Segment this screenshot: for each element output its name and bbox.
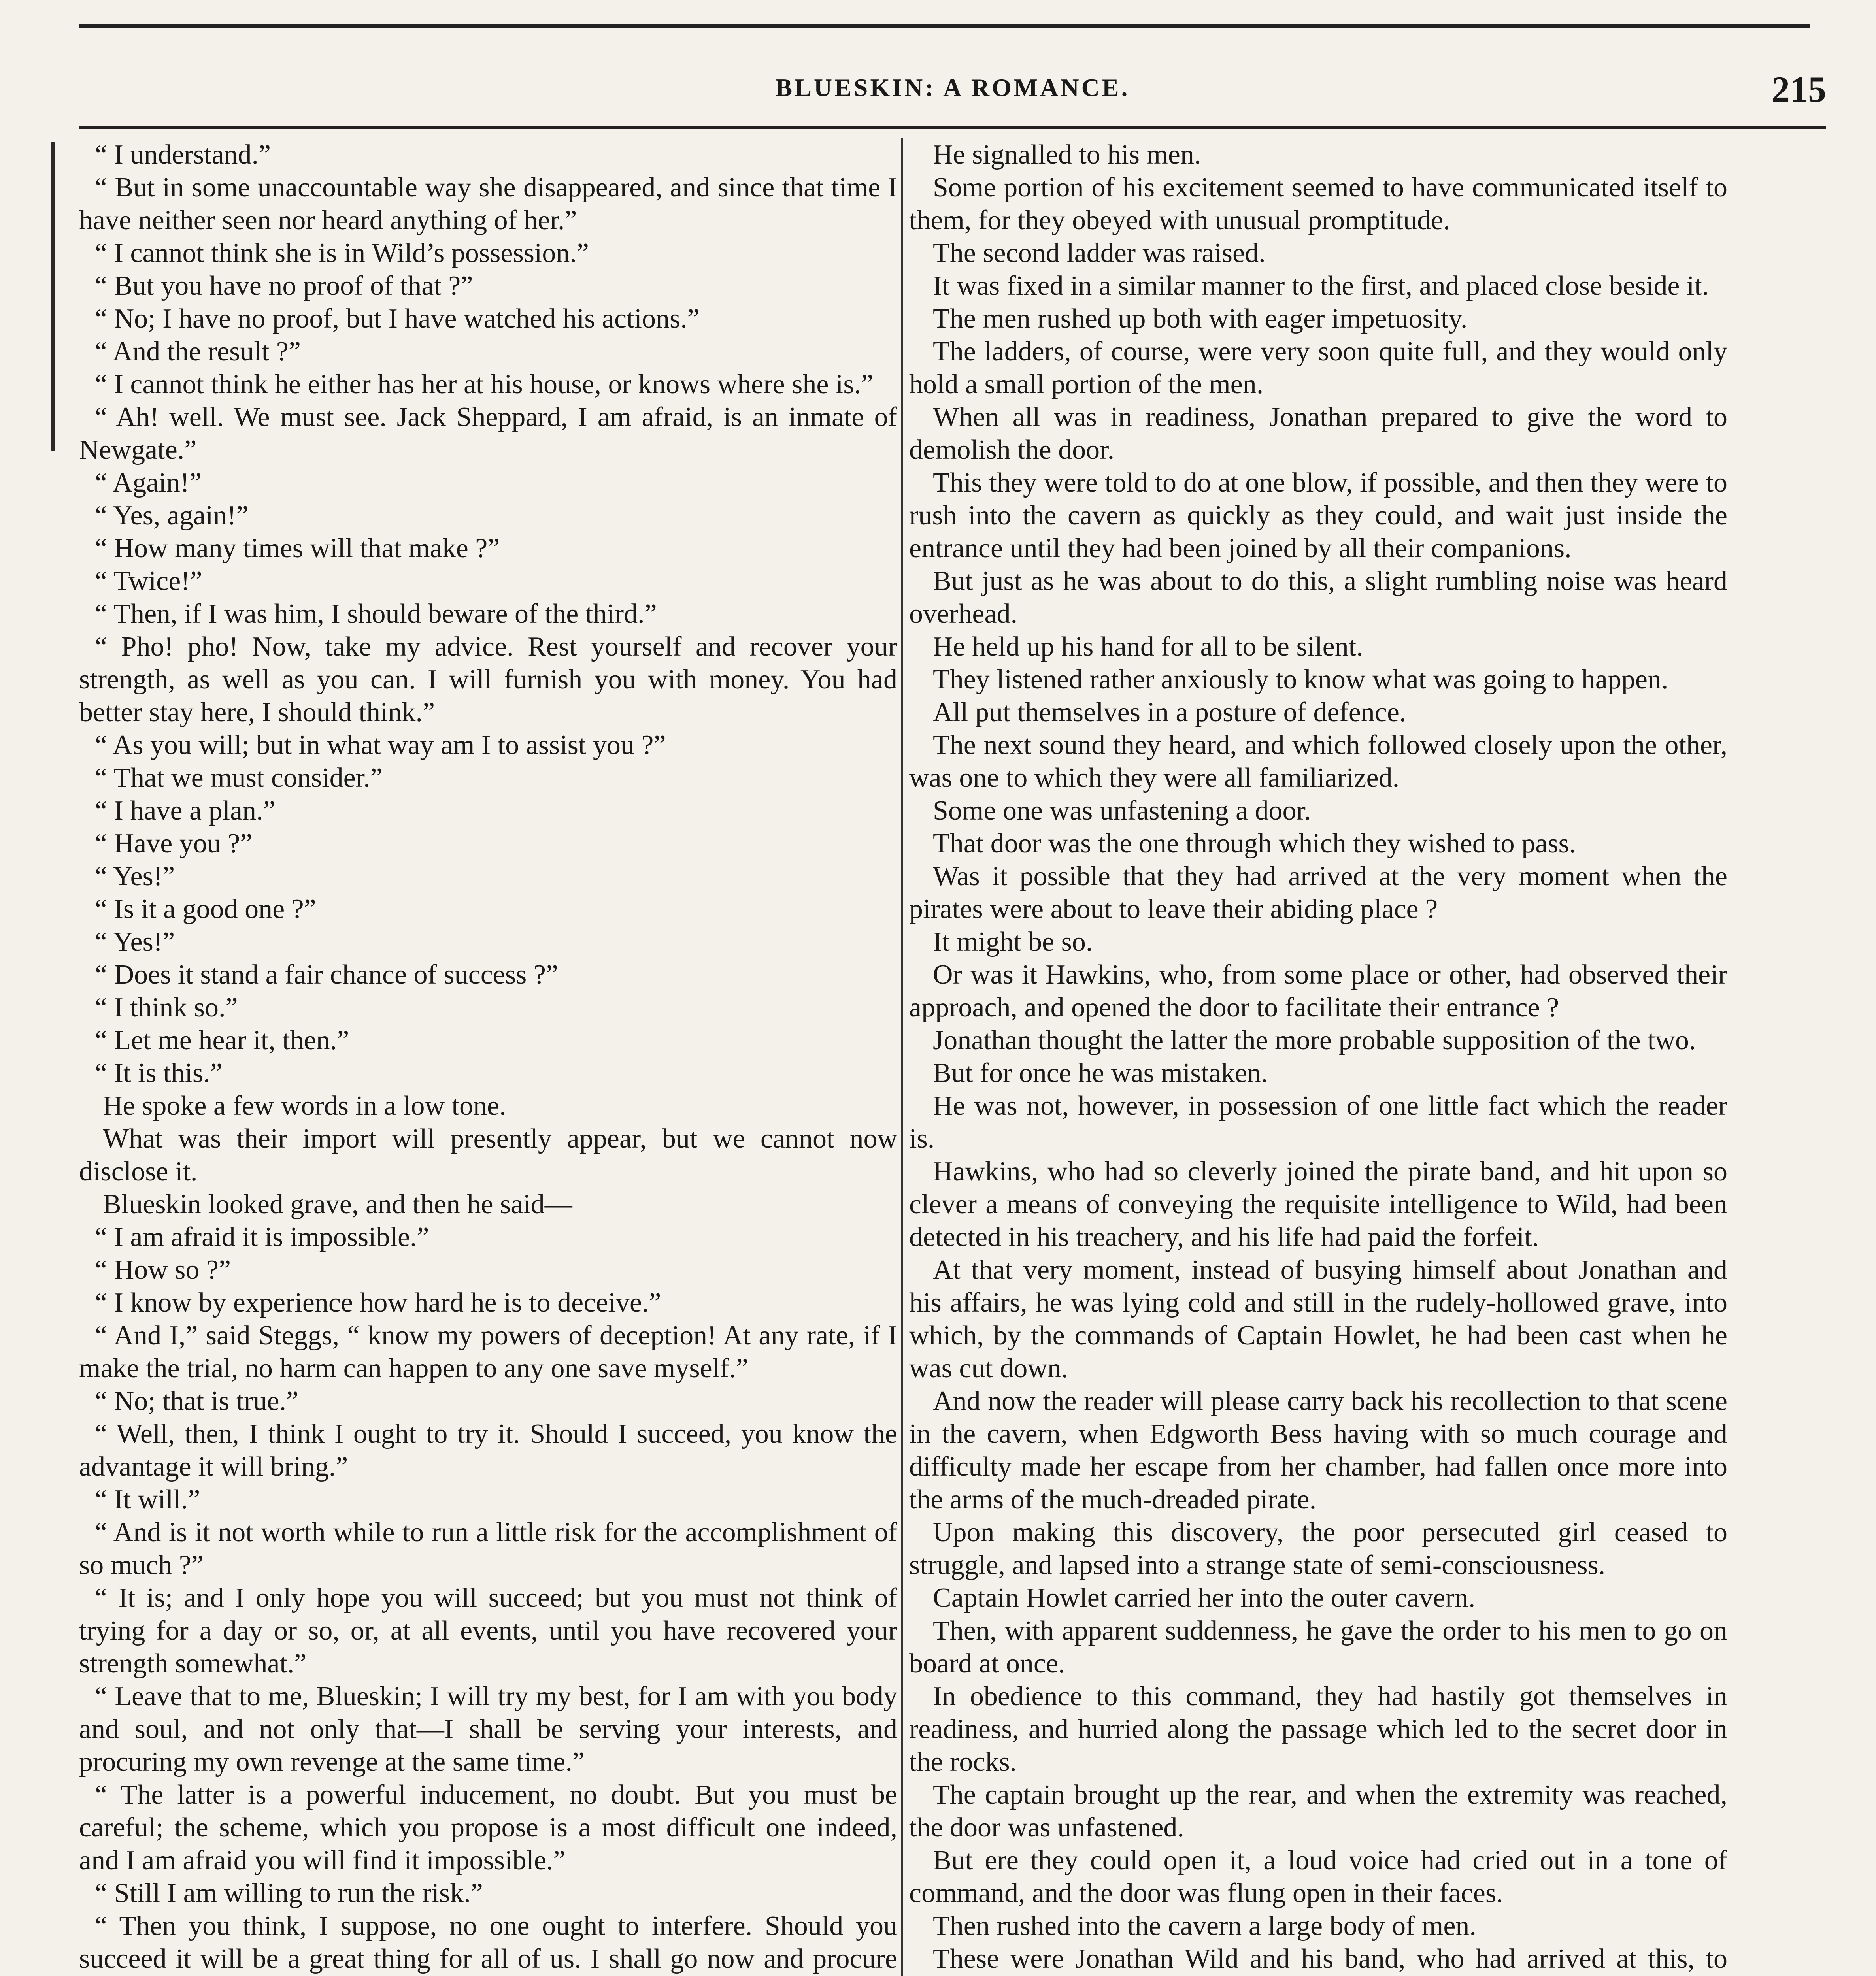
paragraph: What was their import will presently appear, but we cannot now disclose it. [79, 1124, 897, 1187]
paragraph: But ere they could open it, a loud voice had cried out in a tone of command, and the door was flung open in their faces. [909, 1845, 1727, 1908]
paragraph: “ But in some unaccountable way she disappeared, and since that time I have neither seen nor heard anything of her.” [79, 172, 897, 236]
paragraph: “ No; that is true.” [95, 1386, 299, 1416]
page-header [79, 69, 1826, 121]
paragraph: “ It will.” [95, 1484, 200, 1515]
paragraph: “ I understand.” [95, 140, 271, 170]
paragraph: “ And is it not worth while to run a little risk for the accomplishment of so much ?” [79, 1517, 897, 1580]
paragraph: “ No; I have no proof, but I have watched his actions.” [95, 304, 700, 334]
column-divider [901, 138, 903, 1976]
paragraph: He was not, however, in possession of one little fact which the reader is. [909, 1091, 1727, 1154]
paragraph: Was it possible that they had arrived at the very moment when the pirates were about to leave their abiding place ? [909, 861, 1727, 924]
paragraph: Upon making this discovery, the poor persecuted girl ceased to struggle, and lapsed into a strange state of semi-consciousness. [909, 1517, 1727, 1580]
paragraph: “ I have a plan.” [95, 796, 276, 826]
paragraph: The second ladder was raised. [933, 238, 1266, 268]
paragraph: “ It is this.” [95, 1058, 223, 1088]
paragraph: “ Let me hear it, then.” [95, 1025, 349, 1056]
paragraph: “ Twice!” [95, 566, 202, 596]
paragraph: Then, with apparent suddenness, he gave the order to his men to go on board at once. [909, 1616, 1727, 1679]
paragraph: “ And the result ?” [95, 336, 301, 367]
paragraph: “ That we must consider.” [95, 763, 383, 793]
paragraph: “ Have you ?” [95, 828, 253, 859]
paragraph: He signalled to his men. [933, 140, 1201, 170]
paragraph: “ Is it a good one ?” [95, 894, 316, 924]
paragraph: “ Ah! well. We must see. Jack Sheppard, I am afraid, is an inmate of Newgate.” [79, 402, 897, 465]
paragraph: The captain brought up the rear, and when the extremity was reached, the door was unfastened. [909, 1780, 1727, 1843]
paragraph: He held up his hand for all to be silent. [933, 632, 1363, 662]
paragraph: “ I am afraid it is impossible.” [95, 1222, 429, 1252]
paragraph: Or was it Hawkins, who, from some place or other, had observed their approach, and opened the door to facilitate their entrance ? [909, 960, 1727, 1023]
header-rule [79, 126, 1826, 129]
paragraph: “ I think so.” [95, 992, 238, 1023]
paragraph: Some portion of his excitement seemed to have communicated itself to them, for they obeyed with unusual promptitude. [909, 172, 1727, 236]
paragraph: “ Does it stand a fair chance of success ?” [95, 960, 558, 990]
paragraph: “ But you have no proof of that ?” [95, 271, 473, 301]
paragraph: “ Yes!” [95, 927, 175, 957]
paragraph: “ And I,” said Steggs, “ know my powers of deception! At any rate, if I make the trial, no harm can happen to any one save myself.” [79, 1320, 897, 1384]
paragraph: “ Leave that to me, Blueskin; I will try my best, for I am with you body and soul, and not only that—I shall be serving your interests, and procuring my own revenge at the same time.” [79, 1681, 897, 1777]
paragraph: It was fixed in a similar manner to the first, and placed close beside it. [933, 271, 1709, 301]
paragraph: “ Pho! pho! Now, take my advice. Rest yourself and recover your strength, as well as you can. I will furnish you with money. You had better stay here, I should think.” [79, 632, 897, 728]
paragraph: “ Again!” [95, 468, 202, 498]
paragraph: At that very moment, instead of busying himself about Jonathan and his affairs, he was lying cold and still in the rudely-hollowed grave, into which, by the commands of Captain Howlet, he had been cast when he was cut down. [909, 1255, 1727, 1384]
paragraph: “ Yes, again!” [95, 500, 249, 531]
right-column [909, 138, 1727, 1976]
paragraph: Then rushed into the cavern a large body of men. [933, 1911, 1476, 1941]
paragraph: The next sound they heard, and which followed closely upon the other, was one to which they were all familiarized. [909, 730, 1727, 793]
paragraph: It might be so. [933, 927, 1093, 957]
left-column-text [79, 138, 897, 1976]
paragraph: “ I cannot think he either has her at his house, or knows where she is.” [95, 369, 874, 400]
paragraph: Blueskin looked grave, and then he said— [103, 1189, 572, 1220]
paragraph: “ How so ?” [95, 1255, 231, 1285]
paragraph: The ladders, of course, were very soon quite full, and they would only hold a small portion of the men. [909, 336, 1727, 400]
paragraph: Some one was unfastening a door. [933, 796, 1311, 826]
paragraph: These were Jonathan Wild and his band, who had arrived at this, to [933, 1944, 1727, 1974]
top-rule [79, 24, 1810, 28]
paragraph: In obedience to this command, they had hastily got themselves in readiness, and hurried along the passage which led to the secret door in the rocks. [909, 1681, 1727, 1777]
paragraph: When all was in readiness, Jonathan prepared to give the word to demolish the door. [909, 402, 1727, 465]
paragraph: That door was the one through which they wished to pass. [933, 828, 1576, 859]
paragraph: “ Still I am willing to run the risk.” [95, 1878, 483, 1908]
paragraph: “ Then you think, I suppose, no one ought to interfere. Should you succeed it will be a great thing for all of us. I shall go now and procure [79, 1911, 897, 1974]
paragraph: He spoke a few words in a low tone. [103, 1091, 506, 1121]
paragraph: They listened rather anxiously to know what was going to happen. [933, 664, 1668, 695]
paragraph: “ I know by experience how hard he is to deceive.” [95, 1288, 661, 1318]
paragraph: “ As you will; but in what way am I to assist you ?” [95, 730, 666, 760]
paragraph: “ Then, if I was him, I should beware of the third.” [95, 599, 657, 629]
paragraph: “ Yes!” [95, 861, 175, 892]
margin-mark [51, 142, 55, 451]
page-number: 215 [1772, 69, 1826, 109]
paragraph: Jonathan thought the latter the more probable supposition of the two. [933, 1025, 1696, 1056]
paragraph: “ Well, then, I think I ought to try it. Should I succeed, you know the advantage it will bring.” [79, 1419, 897, 1482]
paragraph: Hawkins, who had so cleverly joined the pirate band, and hit upon so clever a means of conveying the requisite intelligence to Wild, had been detected in his treachery, and his life had paid the forfeit. [909, 1156, 1727, 1252]
paragraph: All put themselves in a posture of defence. [933, 697, 1406, 728]
paragraph: And now the reader will please carry back his recollection to that scene in the cavern, when Edgworth Bess having with so much courage and difficulty made her escape from her chamber, had fallen once more into the arms of the much-dreaded pirate. [909, 1386, 1727, 1515]
paragraph: This they were told to do at one blow, if possible, and then they were to rush into the cavern as quickly as they could, and wait just inside the entrance until they had been joined by all their companions. [909, 468, 1727, 564]
paragraph: “ The latter is a powerful inducement, no doubt. But you must be careful; the scheme, which you propose is a most difficult one indeed, and I am afraid you will find it impossible.” [79, 1780, 897, 1876]
left-column [79, 138, 897, 1976]
paragraph: “ I cannot think she is in Wild’s possession.” [95, 238, 589, 268]
running-title: BLUESKIN: A ROMANCE. [775, 74, 1130, 102]
paragraph: The men rushed up both with eager impetuosity. [933, 304, 1468, 334]
paragraph: But just as he was about to do this, a slight rumbling noise was heard overhead. [909, 566, 1727, 629]
paragraph: “ It is; and I only hope you will succeed; but you must not think of trying for a day or so, or, at all events, until you have recovered your strength somewhat.” [79, 1583, 897, 1679]
paragraph: “ How many times will that make ?” [95, 533, 500, 564]
paragraph: But for once he was mistaken. [933, 1058, 1268, 1088]
paragraph: Captain Howlet carried her into the outer cavern. [933, 1583, 1476, 1613]
right-column-text [909, 138, 1727, 1976]
